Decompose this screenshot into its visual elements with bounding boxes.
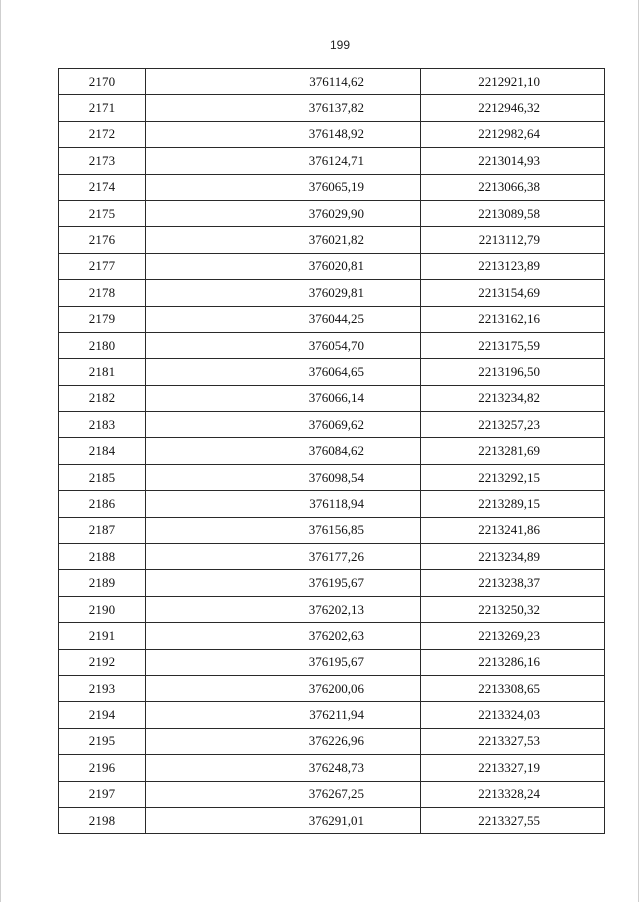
- x-coordinate-cell: 376291,01: [146, 807, 421, 833]
- table-row: [59, 517, 605, 543]
- y-coordinate-cell: 2213066,38: [421, 174, 605, 200]
- x-coordinate-cell: 376148,92: [146, 121, 421, 147]
- y-coordinate-cell: 2213257,23: [421, 412, 605, 438]
- point-number-cell: 2173: [59, 148, 146, 174]
- table-row: [59, 781, 605, 807]
- x-coordinate-cell: 376267,25: [146, 781, 421, 807]
- table-row: [59, 728, 605, 754]
- x-coordinate-cell: 376114,62: [146, 69, 421, 95]
- x-coordinate-cell: 376118,94: [146, 491, 421, 517]
- x-coordinate-cell: 376084,62: [146, 438, 421, 464]
- x-coordinate-cell: 376200,06: [146, 675, 421, 701]
- table-row: [59, 807, 605, 833]
- x-coordinate-cell: 376065,19: [146, 174, 421, 200]
- table-row: [59, 702, 605, 728]
- table-row: [59, 464, 605, 490]
- page-right-edge: [638, 0, 639, 902]
- point-number-cell: 2180: [59, 332, 146, 358]
- point-number-cell: 2195: [59, 728, 146, 754]
- table-row: [59, 675, 605, 701]
- point-number-cell: 2175: [59, 200, 146, 226]
- y-coordinate-cell: 2213328,24: [421, 781, 605, 807]
- x-coordinate-cell: 376029,90: [146, 200, 421, 226]
- y-coordinate-cell: 2213238,37: [421, 570, 605, 596]
- y-coordinate-cell: 2213289,15: [421, 491, 605, 517]
- y-coordinate-cell: 2213234,82: [421, 385, 605, 411]
- table-row: [59, 438, 605, 464]
- table-row: [59, 280, 605, 306]
- page-left-edge: [0, 0, 1, 902]
- table-row: [59, 544, 605, 570]
- table-row: [59, 385, 605, 411]
- point-number-cell: 2170: [59, 69, 146, 95]
- x-coordinate-cell: 376195,67: [146, 570, 421, 596]
- y-coordinate-cell: 2212921,10: [421, 69, 605, 95]
- point-number-cell: 2197: [59, 781, 146, 807]
- x-coordinate-cell: 376044,25: [146, 306, 421, 332]
- table-row: [59, 148, 605, 174]
- point-number-cell: 2193: [59, 675, 146, 701]
- point-number-cell: 2191: [59, 623, 146, 649]
- point-number-cell: 2181: [59, 359, 146, 385]
- x-coordinate-cell: 376098,54: [146, 464, 421, 490]
- y-coordinate-cell: 2213281,69: [421, 438, 605, 464]
- point-number-cell: 2185: [59, 464, 146, 490]
- table-row: [59, 649, 605, 675]
- table-row: [59, 200, 605, 226]
- point-number-cell: 2198: [59, 807, 146, 833]
- x-coordinate-cell: 376054,70: [146, 332, 421, 358]
- y-coordinate-cell: 2213234,89: [421, 544, 605, 570]
- y-coordinate-cell: 2213112,79: [421, 227, 605, 253]
- y-coordinate-cell: 2213308,65: [421, 675, 605, 701]
- point-number-cell: 2172: [59, 121, 146, 147]
- y-coordinate-cell: 2213089,58: [421, 200, 605, 226]
- y-coordinate-cell: 2213014,93: [421, 148, 605, 174]
- x-coordinate-cell: 376211,94: [146, 702, 421, 728]
- x-coordinate-cell: 376069,62: [146, 412, 421, 438]
- table-row: [59, 570, 605, 596]
- y-coordinate-cell: 2213327,55: [421, 807, 605, 833]
- point-number-cell: 2188: [59, 544, 146, 570]
- y-coordinate-cell: 2213292,15: [421, 464, 605, 490]
- x-coordinate-cell: 376029,81: [146, 280, 421, 306]
- x-coordinate-cell: 376202,13: [146, 596, 421, 622]
- table-row: [59, 359, 605, 385]
- table-row: [59, 69, 605, 95]
- table-row: [59, 227, 605, 253]
- x-coordinate-cell: 376066,14: [146, 385, 421, 411]
- table-row: [59, 121, 605, 147]
- point-number-cell: 2192: [59, 649, 146, 675]
- x-coordinate-cell: 376064,65: [146, 359, 421, 385]
- x-coordinate-cell: 376195,67: [146, 649, 421, 675]
- x-coordinate-cell: 376248,73: [146, 755, 421, 781]
- table-row: [59, 755, 605, 781]
- point-number-cell: 2178: [59, 280, 146, 306]
- y-coordinate-cell: 2213123,89: [421, 253, 605, 279]
- x-coordinate-cell: 376020,81: [146, 253, 421, 279]
- coordinates-table: [58, 68, 605, 834]
- point-number-cell: 2190: [59, 596, 146, 622]
- table-row: [59, 491, 605, 517]
- y-coordinate-cell: 2213327,53: [421, 728, 605, 754]
- point-number-cell: 2186: [59, 491, 146, 517]
- table-row: [59, 306, 605, 332]
- point-number-cell: 2187: [59, 517, 146, 543]
- y-coordinate-cell: 2213196,50: [421, 359, 605, 385]
- table-row: [59, 332, 605, 358]
- point-number-cell: 2184: [59, 438, 146, 464]
- point-number-cell: 2177: [59, 253, 146, 279]
- point-number-cell: 2189: [59, 570, 146, 596]
- y-coordinate-cell: 2213286,16: [421, 649, 605, 675]
- y-coordinate-cell: 2213154,69: [421, 280, 605, 306]
- y-coordinate-cell: 2213250,32: [421, 596, 605, 622]
- table-row: [59, 596, 605, 622]
- y-coordinate-cell: 2213269,23: [421, 623, 605, 649]
- point-number-cell: 2171: [59, 95, 146, 121]
- table-row: [59, 412, 605, 438]
- table-row: [59, 623, 605, 649]
- x-coordinate-cell: 376202,63: [146, 623, 421, 649]
- table-row: [59, 253, 605, 279]
- point-number-cell: 2182: [59, 385, 146, 411]
- point-number-cell: 2176: [59, 227, 146, 253]
- y-coordinate-cell: 2213324,03: [421, 702, 605, 728]
- x-coordinate-cell: 376137,82: [146, 95, 421, 121]
- point-number-cell: 2179: [59, 306, 146, 332]
- x-coordinate-cell: 376177,26: [146, 544, 421, 570]
- point-number-cell: 2183: [59, 412, 146, 438]
- x-coordinate-cell: 376156,85: [146, 517, 421, 543]
- x-coordinate-cell: 376021,82: [146, 227, 421, 253]
- x-coordinate-cell: 376226,96: [146, 728, 421, 754]
- y-coordinate-cell: 2213162,16: [421, 306, 605, 332]
- point-number-cell: 2174: [59, 174, 146, 200]
- x-coordinate-cell: 376124,71: [146, 148, 421, 174]
- point-number-cell: 2194: [59, 702, 146, 728]
- coordinates-table-body: [59, 69, 605, 834]
- table-row: [59, 95, 605, 121]
- y-coordinate-cell: 2212982,64: [421, 121, 605, 147]
- y-coordinate-cell: 2212946,32: [421, 95, 605, 121]
- point-number-cell: 2196: [59, 755, 146, 781]
- y-coordinate-cell: 2213241,86: [421, 517, 605, 543]
- table-row: [59, 174, 605, 200]
- y-coordinate-cell: 2213175,59: [421, 332, 605, 358]
- page-number: 199: [329, 38, 351, 52]
- y-coordinate-cell: 2213327,19: [421, 755, 605, 781]
